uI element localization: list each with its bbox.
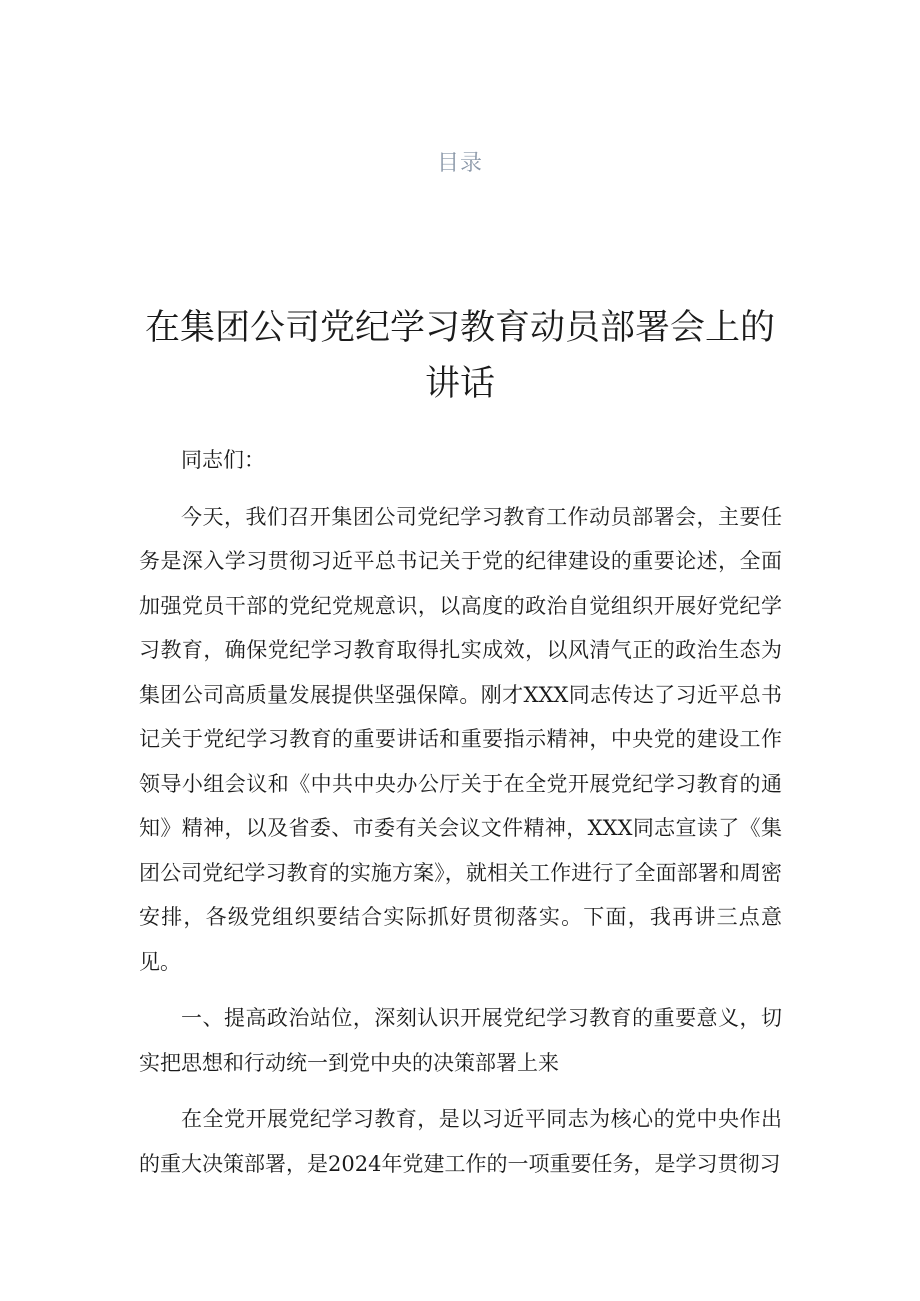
section-heading-1: 一、提高政治站位，深刻认识开展党纪学习教育的重要意义，切实把思想和行动统一到党中央的决策部署上来 — [139, 1006, 782, 1075]
document-title: 在集团公司党纪学习教育动员部署会上的讲话 — [144, 308, 775, 404]
paragraph-opening: 今天，我们召开集团公司党纪学习教育工作动员部署会，主要任务是深入学习贯彻习近平总书记关于党的纪律建设的重要论述，全面加强党员干部的党纪党规意识，以高度的政治自觉组织开展好党纪学习教育，确保党纪学习教育取得扎实成效，以风清气正的政治生态为集团公司高质量发展提供坚强保障。刚才XXX同志传达了习近平总书记关于党纪学习教育的重要讲话和重要指示精神，中央党的建设工作领导小组会议和《中共中央办公厅关于在全党开展党纪学习教育的通知》精神，以及省委、市委有关会议文件精神，XXX同志宣读了《集团公司党纪学习教育的实施方案》，就相关工作进行了全面部署和周密安排，各级党组织要结合实际抓好贯彻落实。下面，我再讲三点意见。 — [139, 504, 782, 974]
salutation: 同志们： — [181, 448, 265, 472]
toc-label[interactable]: 目录 — [436, 151, 483, 176]
paragraph-section-1: 在全党开展党纪学习教育，是以习近平同志为核心的党中央作出的重大决策部署，是2024年党建工作的一项重要任务，是学习贯彻习 — [139, 1107, 782, 1176]
document-body — [139, 438, 782, 1186]
